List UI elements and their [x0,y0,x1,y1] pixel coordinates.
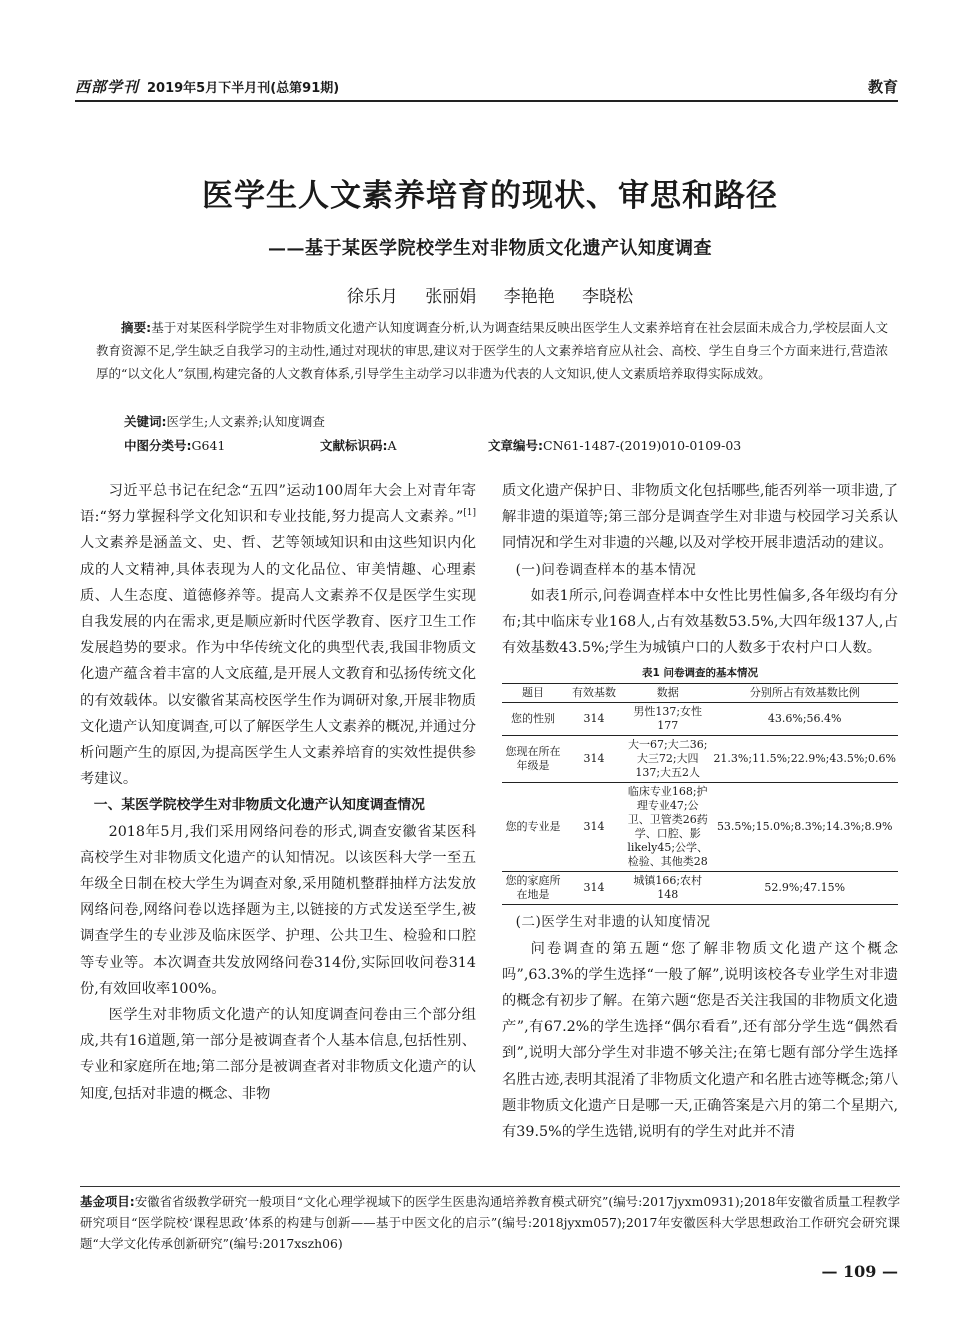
table-cell: 男性137;女性177 [624,703,711,736]
awareness-paragraph: 问卷调查的第五题“您了解非物质文化遗产这个概念吗”,63.3%的学生选择“一般了解”,说明该校各专业学生对非遗的概念有初步了解。在第六题“您是否关注我国的非物质文化遗产”,有67.2%的学生选择“偶尔看看”,还有部分学生选“偶然看到”,说明大部分学生对非遗不够关注;在第七题有部分学生选择名胜古迹,表明其混淆了非物质文化遗产和名胜古迹等概念;第八题非物质文化遗产日是哪一天,正确答案是六月的第二个星期六,有39.5%的学生选错,说明有的学生对此并不清 [502,940,898,1141]
abstract-text: 基于对某医科学院学生对非物质文化遗产认知度调查分析,认为调查结果反映出医学生人文素养培育在社会层面未成合力,学校层面人文教育资源不足,学生缺乏自我学习的主动性,通过对现状的审思,建议对于医学生的人文素养培育应从社会、高校、学生自身三个方面来进行,营造浓厚的“以文化人”氛围,构建完备的人文教育体系,引导学生主动学习以非遗为代表的人文知识,使人文素质培养取得实际成效。 [96,320,889,381]
right-column [502,478,898,1145]
article-authors: 徐乐月 张丽娟 李艳艳 李晓松 [346,287,634,307]
table-header-cell: 题目 [502,684,564,703]
table-row [502,703,898,736]
abstract-label: 摘要: [121,320,152,335]
doc-code-label: 文献标识码: [320,438,388,453]
clc-label: 中图分类号: [124,438,192,453]
table-row [502,783,898,872]
left-column [80,478,476,1107]
table-header-cell: 数据 [624,684,711,703]
table-cell: 大一67;大二36;大三72;大四137;大五2人 [624,736,711,783]
keywords [124,412,325,430]
clc-value: G641 [191,438,226,453]
table-cell: 城镇166;农村148 [624,872,711,905]
table-cell: 53.5%;15.0%;8.3%;14.3%;8.9% [711,783,898,872]
table-cell: 您的专业是 [502,783,564,872]
page-number: — 109 — [821,1262,898,1281]
table-cell: 314 [564,703,624,736]
table-header-cell: 分别所占有效基数比例 [711,684,898,703]
doc-code-value: A [387,438,397,453]
abstract [96,316,888,385]
sample-paragraph: 如表1所示,问卷调查样本中女性比男性偏多,各年级均有分布;其中临床专业168人,占有效基数53.5%,大四年级137人,占有效基数43.5%;学生为城镇户口的人数多于农村户口人数。 [502,587,898,657]
keywords-text: 医学生;人文素养;认知度调查 [166,414,325,429]
journal-logo: 西部学刊 [75,78,140,96]
table-cell: 21.3%;11.5%;22.9%;43.5%;0.6% [711,736,898,783]
subsection-heading-2: (二)医学生对非遗的认知度情况 [515,914,711,931]
article-title: 医学生人文素养培育的现状、审思和路径 [202,178,778,214]
article-no-label: 文章编号: [488,438,543,453]
intro-text: 习近平总书记在纪念“五四”运动100周年大会上对青年寄语:“努力掌握科学文化知识和专业技能,努力提高人文素养。” [80,483,476,526]
intro-text-rest: 人文素养是涵盖文、史、哲、艺等领域知识和由这些知识内化成的人文精神,具体表现为人的文化品位、审美情趣、心理素质、人生态度、道德修养等。提高人文素养不仅是医学生实现自我发展的内在需求,更是顺应新时代医学教育、医疗卫生工作发展趋势的要求。作为中华传统文化的典型代表,我国非物质文化遗产蕴含着丰富的人文底蕴,是开展人文教育和弘扬传统文化的有效载体。以安徽省某高校医学生作为调研对象,开展非物质文化遗产认知度调查,可以了解医学生人文素养的概况,并通过分析问题产生的原因,为提高医学生人文素养培育的实效性提供参考建议。 [80,535,476,788]
table-cell: 您的性别 [502,703,564,736]
table-cell: 临床专业168;护理专业47;公卫、卫管类26药学、口腔、影likely45;公学、检验、其他类28 [624,783,711,872]
survey-paragraph: 2018年5月,我们采用网络问卷的形式,调查安徽省某医科高校学生对非物质文化遗产的认知情况。以该医科大学一至五年级全日制在校大学生为调查对象,采用随机整群抽样方法发放网络问卷,网络问卷以选择题为主,以链接的方式发送至学生,被调查学生的专业涉及临床医学、护理、公共卫生、检验和口腔等专业等。本次调查共发放网络问卷314份,实际回收问卷314份,有效回收率100%。 [80,823,476,997]
footnote-text: 安徽省省级教学研究一般项目“文化心理学视域下的医学生医患沟通培养教育模式研究”(编号:2017jyxm0931);2018年安徽省质量工程教学研究项目“医学院校‘课程思政’体系的构建与创新——基于中医文化的启示”(编号:2018jyxm057);2017年安徽医科大学思想政治工作研究会研究课题“大学文化传承创新研究”(编号:2017xszh06) [80,1194,900,1251]
section-heading-1: 一、某医学院校学生对非物质文化遗产认知度调查情况 [93,797,425,814]
article-no-item [488,436,741,454]
table-cell: 52.9%;47.15% [711,872,898,905]
table-cell: 43.6%;56.4% [711,703,898,736]
clc-item [124,436,225,454]
running-header [75,76,898,102]
article-subtitle: ——基于某医学院校学生对非物质文化遗产认知度调查 [268,238,712,259]
reference-marker: [1] [463,508,476,519]
continued-paragraph: 质文化遗产保护日、非物质文化包括哪些,能否列举一项非遗,了解非遗的渠道等;第三部分是调查学生对非遗与校园学习关系认同情况和学生对非遗的兴趣,以及对学校开展非遗活动的建议。 [502,483,898,552]
subsection-heading-1: (一)问卷调查样本的基本情况 [515,561,697,578]
table-cell: 314 [564,783,624,872]
table-row [502,736,898,783]
table-cell: 您的家庭所在地是 [502,872,564,905]
table-cell: 314 [564,736,624,783]
table-cell: 您现在所在年级是 [502,736,564,783]
footnote-label: 基金项目: [80,1194,135,1209]
questionnaire-paragraph: 医学生对非物质文化遗产的认知度调查问卷由三个部分组成,共有16道题,第一部分是被调查者个人基本信息,包括性别、专业和家庭所在地;第二部分是被调查者对非物质文化遗产的认知度,包括对非遗的概念、非物 [80,1007,476,1102]
journal-issue: 2019年5月下半月刊(总第91期) [147,81,340,96]
section-name: 教育 [867,78,898,96]
doc-code-item [320,436,397,454]
funding-footnote [80,1186,900,1254]
survey-table [502,683,898,905]
intro-paragraph [80,478,476,792]
article-no-value: CN61-1487-(2019)010-0109-03 [543,438,742,453]
table-row [502,872,898,905]
table-header-row [502,684,898,703]
table-header-cell: 有效基数 [564,684,624,703]
table-cell: 314 [564,872,624,905]
keywords-label: 关键词: [124,414,167,429]
table-caption: 表1 问卷调查的基本情况 [642,667,758,680]
